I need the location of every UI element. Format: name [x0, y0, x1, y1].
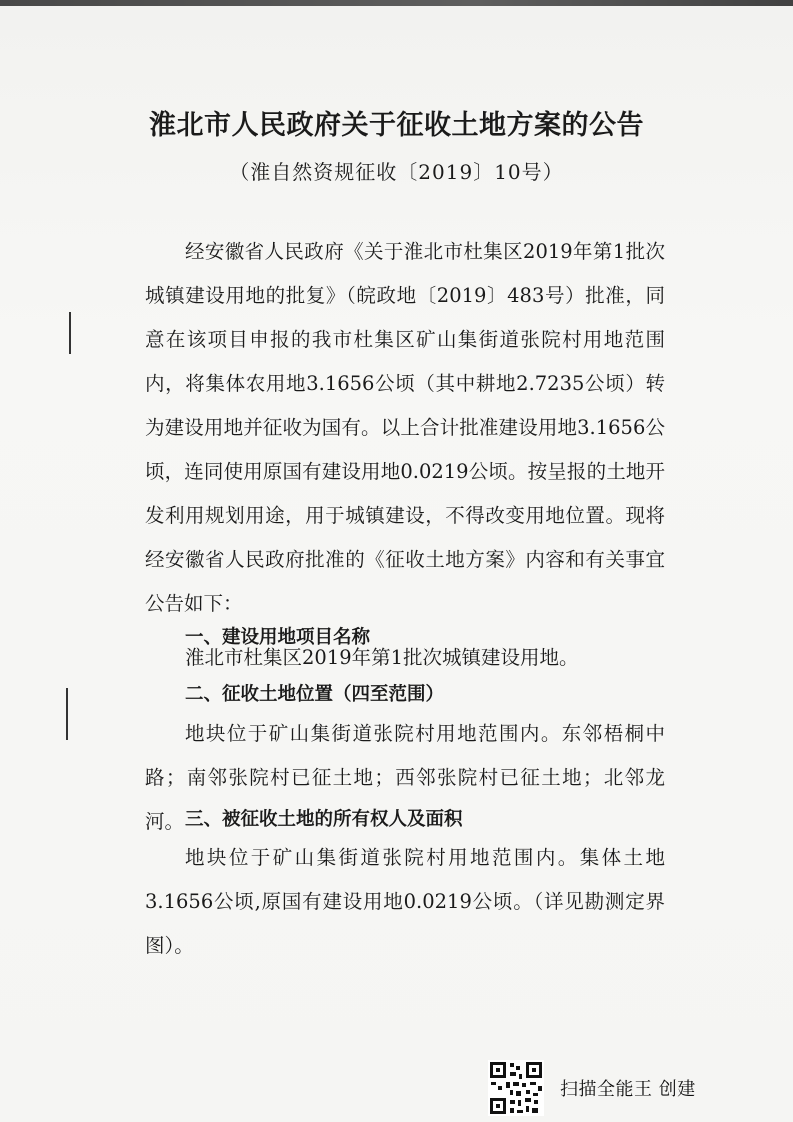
- binding-mark: [69, 312, 71, 354]
- scan-top-edge: [0, 0, 793, 6]
- scanner-watermark: [488, 1058, 696, 1118]
- section-1-heading: 一、建设用地项目名称: [185, 627, 371, 648]
- scanner-app-name: 扫描全能王 创建: [560, 1079, 696, 1100]
- section-3-content: 地块位于矿山集街道张院村用地范围内。集体土地3.1656公顷,原国有建设用地0.0219公顷。（详见勘测定界图）。: [145, 846, 665, 957]
- binding-mark: [66, 688, 68, 740]
- document-title: 淮北市人民政府关于征收土地方案的公告: [149, 110, 644, 141]
- intro-paragraph: 经安徽省人民政府《关于淮北市杜集区2019年第1批次城镇建设用地的批复》（皖政地〔2019〕483号）批准，同意在该项目申报的我市杜集区矿山集街道张院村用地范围内，将集体农用地3.1656公顷（其中耕地2.7235公顷）转为建设用地并征收为国有。以上合计批准建设用地3.1656公顷，连同使用原国有建设用地0.0219公顷。按呈报的土地开发利用规划用途，用于城镇建设，不得改变用地位置。现将经安徽省人民政府批准的《征收土地方案》内容和有关事宜公告如下：: [145, 240, 665, 615]
- section-3-heading: 三、被征收土地的所有权人及面积: [185, 809, 463, 830]
- section-2-heading: 二、征收土地位置（四至范围）: [185, 684, 445, 705]
- section-1-content: 淮北市杜集区2019年第1批次城镇建设用地。: [185, 646, 579, 669]
- qr-code-icon: [488, 1060, 544, 1116]
- document-number: （淮自然资规征收〔2019〕10号）: [229, 160, 564, 184]
- section-2-content: 地块位于矿山集街道张院村用地范围内。东邻梧桐中路；南邻张院村已征土地；西邻张院村已征土地；北邻龙河。: [145, 722, 665, 833]
